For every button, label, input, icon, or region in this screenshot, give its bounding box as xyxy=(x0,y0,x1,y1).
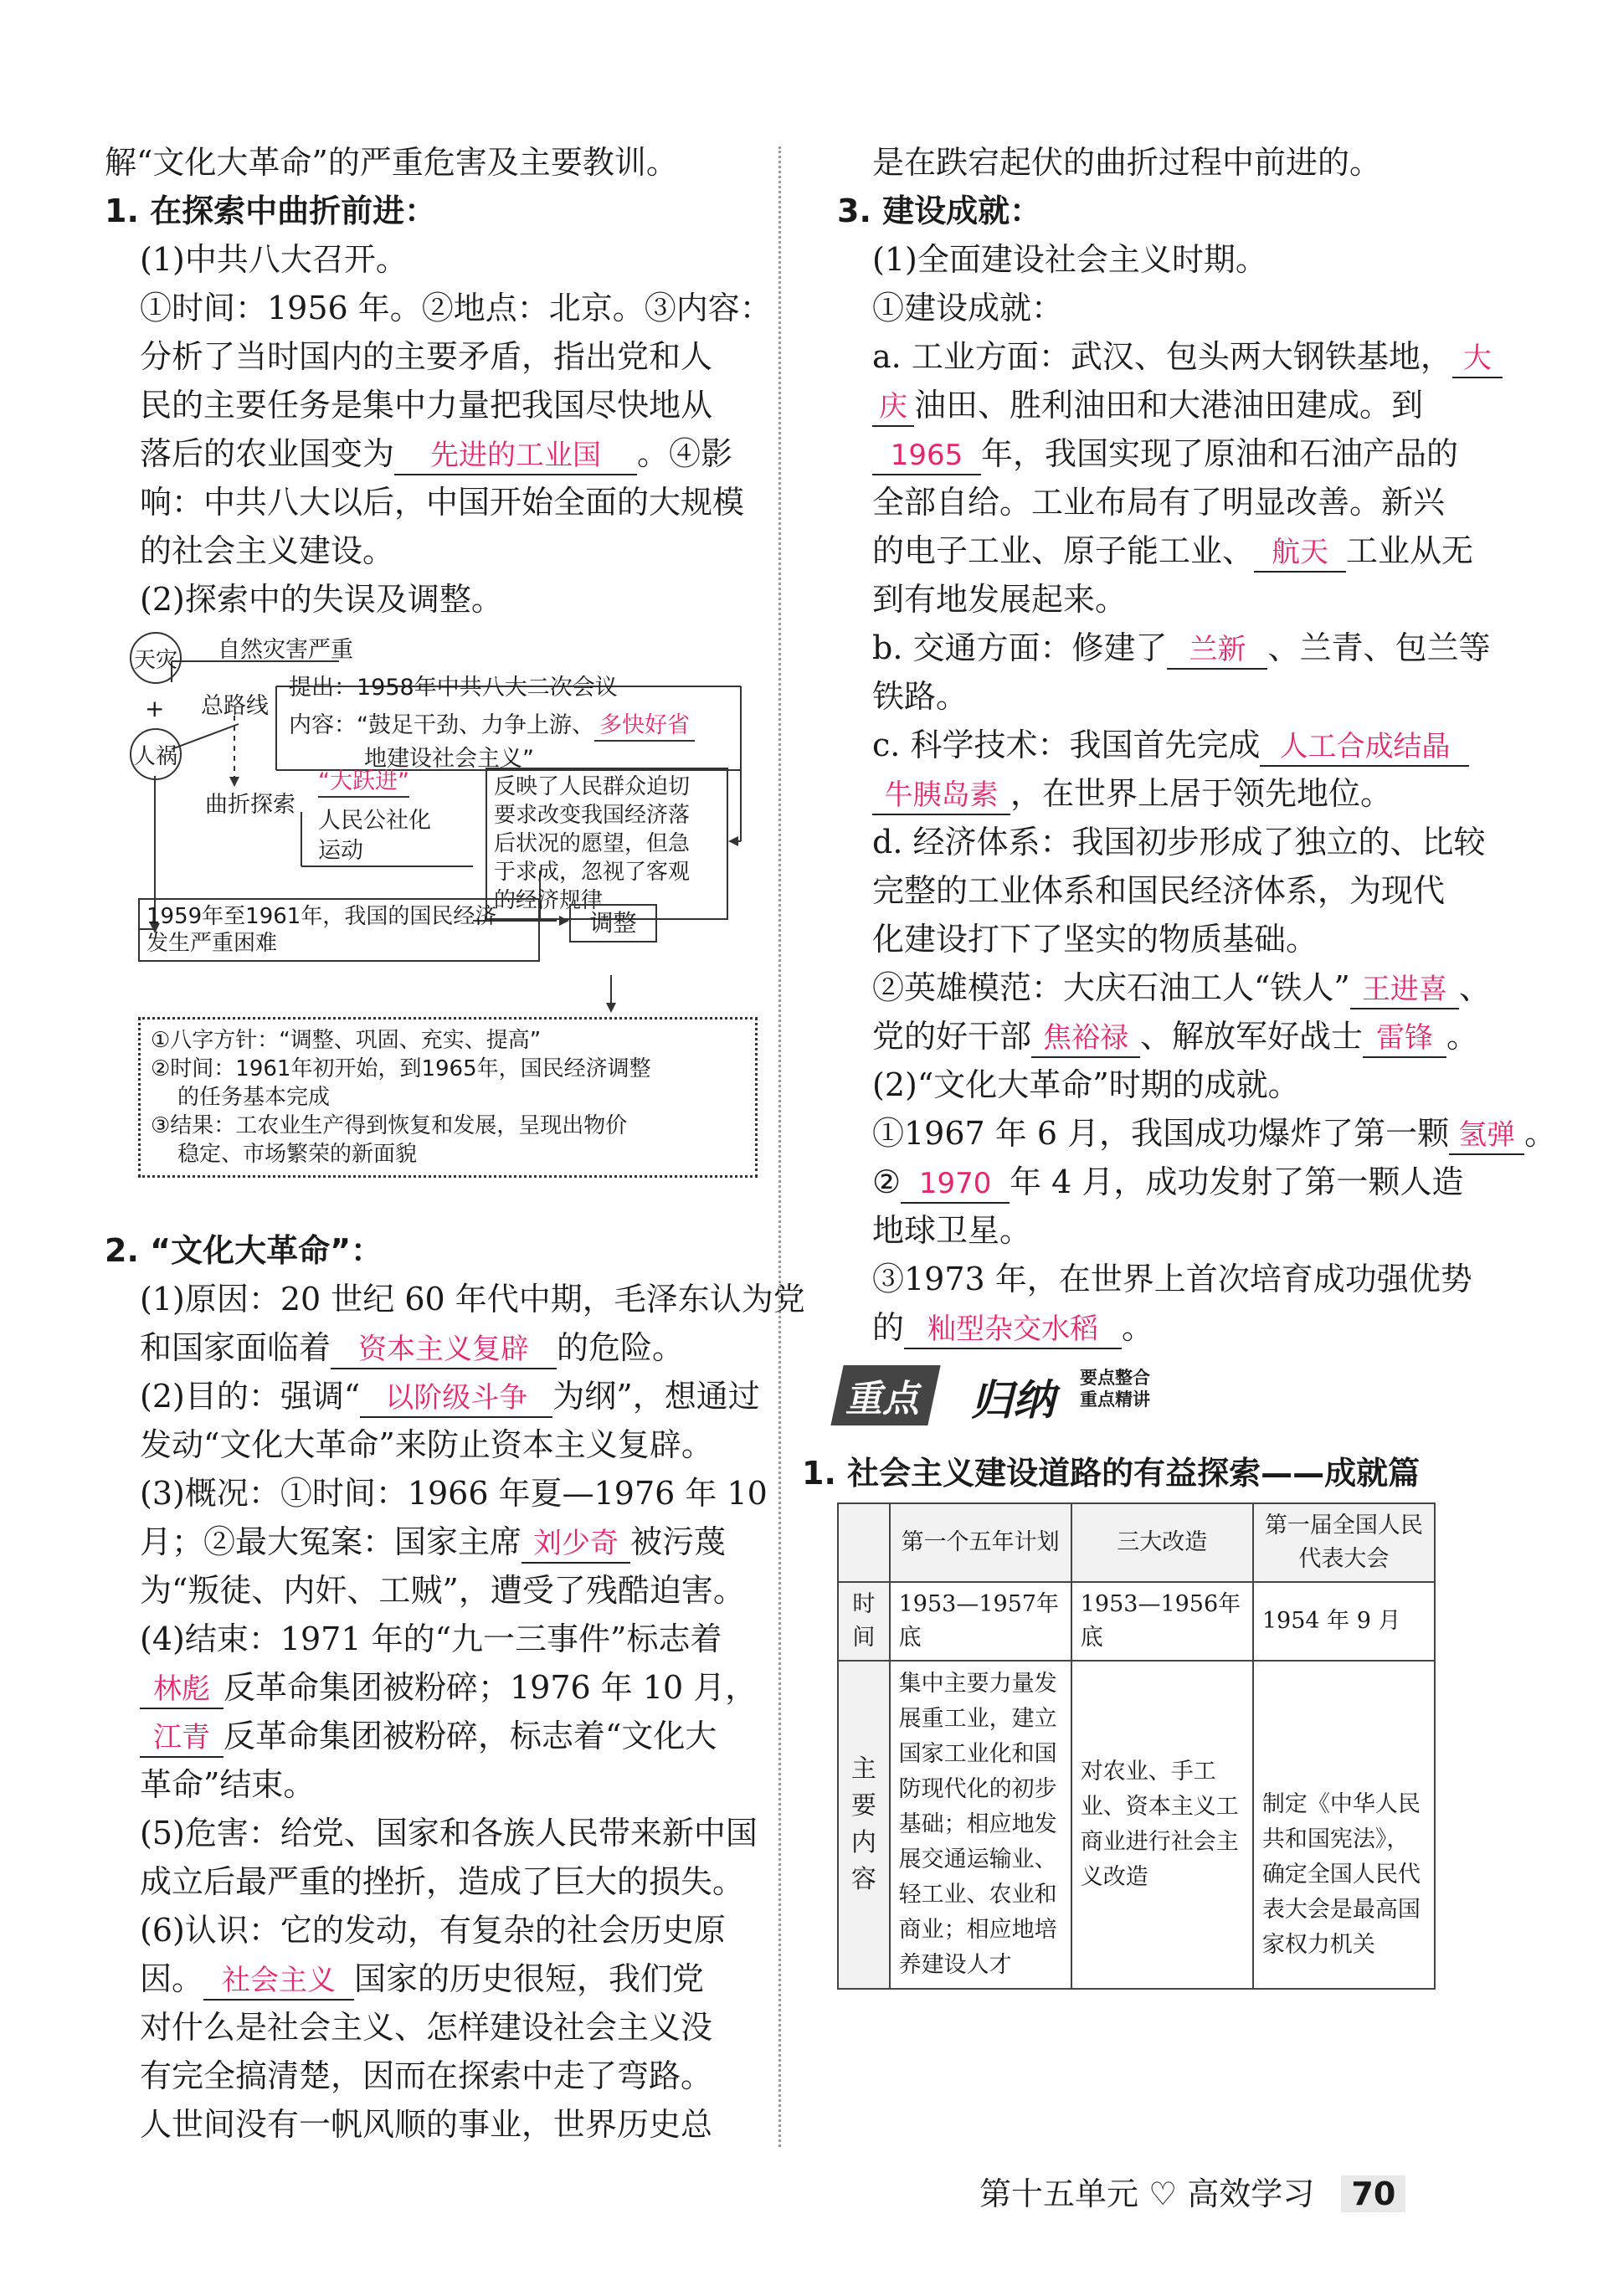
s1-l6: 的社会主义建设。 xyxy=(140,532,395,569)
section3-title: 3. 建设成就： xyxy=(837,193,1042,229)
exploration-diagram xyxy=(105,624,749,1226)
plus-sign: + xyxy=(145,695,165,722)
s2-l1: (1)原因：20 世纪 60 年代中期，毛泽东认为党 xyxy=(140,1281,805,1318)
page-footer xyxy=(979,2168,1405,2214)
answer-fill: 氢弹 xyxy=(1449,1117,1524,1155)
answer-fill: 牛胰岛素 xyxy=(872,777,1010,815)
s3-p1: (1)全面建设社会主义时期。 xyxy=(872,241,1267,278)
s3-f3: 地球卫星。 xyxy=(872,1212,1032,1249)
row-label: 时间 xyxy=(838,1582,890,1661)
answer-fill: 刘少奇 xyxy=(521,1525,630,1564)
s3-g1: ③1973 年，在世界上首次培育成功强优势 xyxy=(872,1261,1472,1297)
key-points-banner xyxy=(837,1359,1452,1434)
zongluxian-label: 总路线 xyxy=(201,693,269,719)
s1-p1: (1)中共八大召开。 xyxy=(140,241,408,278)
s2-l2: 和国家面临着 资本主义复辟 的危险。 xyxy=(105,1323,749,1372)
fanying-box: 反映了人民群众迫切 要求改变我国经济落 后状况的愿望，但急 于求成，忽视了客观 的经济规律 xyxy=(486,768,728,920)
table-cell: 集中主要力量发展重工业，建立国家工业化和国防现代化的初步基础；相应地发展交通运输业、轻工业、农业和商业；相应地培养建设人才 xyxy=(890,1661,1071,1989)
neirong-label: 内容：“鼓足干劲、力争上游、 多快好省 xyxy=(289,711,695,742)
table-cell: 1954 年 9 月 xyxy=(1253,1582,1435,1661)
answer-fill: 雷锋 xyxy=(1363,1020,1446,1058)
s3-d2: 完整的工业体系和国民经济体系，为现代 xyxy=(872,872,1446,909)
s2-l3: (2)目的：强调“ 以阶级斗争 为纲”，想通过 xyxy=(105,1372,749,1420)
s2-l7: 为“叛徒、内奸、工贼”，遭受了残酷迫害。 xyxy=(140,1572,745,1609)
column-divider xyxy=(778,146,781,2147)
s1-l3: 民的主要任务是集中力量把我国尽快地从 xyxy=(140,387,713,424)
s3-d3: 化建设打下了坚实的物质基础。 xyxy=(872,921,1318,958)
adjustment-box: ①八字方针：“调整、巩固、充实、提高” ②时间：1961年初开始，到1965年，国民经济调整 的任务基本完成 ③结果：工农业生产得到恢复和发展，呈现出物价 稳定、市场繁荣的新面貌 xyxy=(138,1017,758,1178)
dayuejin-fill xyxy=(318,768,409,798)
renmingongshe-label: 人民公社化 运动 xyxy=(318,808,431,864)
answer-fill: 1965 xyxy=(872,437,981,475)
s3-c2: 牛胰岛素 ，在世界上居于领先地位。 xyxy=(837,769,1452,818)
disaster-label: 自然灾害严重 xyxy=(218,637,353,663)
s3-a1: a. 工业方面：武汉、包头两大钢铁基地， 大 xyxy=(837,332,1452,381)
s1-l1: ①时间：1956 年。②地点：北京。③内容： xyxy=(140,290,772,326)
s1-l2: 分析了当时国内的主要矛盾，指出党和人 xyxy=(140,338,713,375)
s1-l5: 响：中共八大以后，中国开始全面的大规模 xyxy=(140,484,745,521)
answer-fill: 焦裕禄 xyxy=(1031,1020,1140,1058)
answer-fill: 大 xyxy=(1452,340,1503,378)
answer-fill: 庆 xyxy=(872,388,914,427)
jianshe-label: 地建设社会主义” xyxy=(364,746,534,772)
series-label: 高效学习 xyxy=(1187,2175,1315,2212)
crisis-box: 1959年至1961年，我国的国民经济 发生严重困难 xyxy=(138,898,540,962)
table-row xyxy=(838,1661,1435,1989)
answer-fill: 籼型杂交水稻 xyxy=(904,1311,1122,1349)
s3-d1: d. 经济体系：我国初步形成了独立的、比较 xyxy=(872,824,1486,860)
table-header-row xyxy=(838,1503,1435,1582)
tianzai-circle: 天灾 xyxy=(130,632,182,684)
s3-f1: ①1967 年 6 月，我国成功爆炸了第一颗 氢弹 。 xyxy=(837,1109,1452,1158)
table-header: 三大改造 xyxy=(1071,1503,1253,1582)
tiaozheng-box: 调整 xyxy=(569,904,657,943)
s2-l11: 革命”结束。 xyxy=(140,1766,316,1803)
s3-f2: ② 1970 年 4 月，成功发射了第一颗人造 xyxy=(837,1158,1452,1206)
answer-fill: 社会主义 xyxy=(203,1962,354,2001)
s1-p2: (2)探索中的失误及调整。 xyxy=(140,581,503,618)
heart-icon: ♡ xyxy=(1148,2175,1178,2212)
tichu-label: 提出：1958年中共八大二次会议 xyxy=(289,675,618,701)
s2-l14: (6)认识：它的发动，有复杂的社会历史原 xyxy=(140,1912,726,1949)
table-header: 第一个五年计划 xyxy=(890,1503,1071,1582)
answer-fill: 以阶级斗争 xyxy=(360,1379,552,1418)
s2-l17: 有完全搞清楚，因而在探索中走了弯路。 xyxy=(140,2057,713,2094)
table-corner xyxy=(838,1503,890,1582)
s2-l13: 成立后最严重的挫折，造成了巨大的损失。 xyxy=(140,1863,745,1900)
intro-line: 解“文化大革命”的严重危害及主要教训。 xyxy=(105,144,678,181)
table-row xyxy=(838,1582,1435,1661)
s2-l9: 林彪 反革命集团被粉碎；1976 年 10 月， xyxy=(105,1663,749,1712)
table-cell: 1953—1957年底 xyxy=(890,1582,1071,1661)
s3-a0: ①建设成就： xyxy=(872,290,1064,326)
s3-a4: 全部自给。工业布局有了明显改善。新兴 xyxy=(872,484,1446,521)
s3-c1: c. 科学技术：我国首先完成 人工合成结晶 xyxy=(837,721,1452,769)
s3-a2: 庆 油田、胜利油田和大港油田建成。到 xyxy=(837,381,1452,429)
s2-l18: 人世间没有一帆风顺的事业，世界历史总 xyxy=(140,2106,713,2143)
answer-fill: 江青 xyxy=(140,1719,223,1758)
s2-l10: 江青 反革命集团被粉碎，标志着“文化大 xyxy=(105,1712,749,1760)
table-header: 第一届全国人民代表大会 xyxy=(1253,1503,1435,1582)
continued-line: 是在跌宕起伏的曲折过程中前进的。 xyxy=(872,144,1382,181)
s2-l6: 月；②最大冤案：国家主席 刘少奇 被污蔑 xyxy=(105,1518,749,1566)
answer-fill: “大跃进” xyxy=(318,768,409,798)
s3-a6: 到有地发展起来。 xyxy=(872,581,1128,618)
section1-title: 1. 在探索中曲折前进： xyxy=(105,193,437,229)
s2-l16: 对什么是社会主义、怎样建设社会主义没 xyxy=(140,2009,713,2046)
banner-tags: 要点整合 重点精讲 xyxy=(1080,1368,1150,1410)
s3-b2: 铁路。 xyxy=(872,678,968,715)
table-cell: 1953—1956年底 xyxy=(1071,1582,1253,1661)
answer-fill: 王进喜 xyxy=(1350,971,1459,1009)
page-number: 70 xyxy=(1341,2175,1405,2212)
achievements-table xyxy=(837,1502,1436,1990)
answer-fill: 兰新 xyxy=(1167,631,1267,670)
s2-l5: (3)概况：①时间：1966 年夏—1976 年 10 xyxy=(140,1475,768,1512)
answer-fill: 先进的工业国 xyxy=(394,437,637,475)
s3-p2: (2)“文化大革命”时期的成就。 xyxy=(872,1066,1300,1103)
answer-fill: 多快好省 xyxy=(594,711,695,742)
answer-fill: 航天 xyxy=(1254,534,1346,573)
s2-l15: 因。 社会主义 国家的历史很短，我们党 xyxy=(105,1954,749,2003)
s3-e2: 党的好干部 焦裕禄 、解放军好战士 雷锋 。 xyxy=(837,1012,1452,1061)
table-cell: 对农业、手工业、资本主义工商业进行社会主义改造 xyxy=(1071,1661,1253,1989)
answer-fill: 林彪 xyxy=(140,1671,223,1709)
s2-l8: (4)结束：1971 年的“九一三事件”标志着 xyxy=(140,1621,722,1657)
s3-a3: 1965 年，我国实现了原油和石油产品的 xyxy=(837,429,1452,478)
left-column xyxy=(105,138,805,2149)
banner-main: 重点 xyxy=(830,1365,940,1425)
quzhe-label: 曲折探索 xyxy=(205,792,295,818)
key1-title: 1. 社会主义建设道路的有益探索——成就篇 xyxy=(802,1455,1421,1492)
right-column xyxy=(802,138,1557,1990)
row-label: 主要内容 xyxy=(838,1661,890,1989)
answer-fill: 资本主义复辟 xyxy=(331,1331,557,1369)
s2-l4: 发动“文化大革命”来防止资本主义复辟。 xyxy=(140,1426,713,1463)
renhuo-circle: 人祸 xyxy=(130,728,182,780)
s1-l4: 落后的农业国变为 先进的工业国 。④影 xyxy=(105,429,749,478)
s3-b1: b. 交通方面：修建了 兰新 、兰青、包兰等 xyxy=(837,624,1452,672)
banner-sub: 归纳 xyxy=(971,1376,1055,1425)
s3-a5: 的电子工业、原子能工业、 航天 工业从无 xyxy=(837,526,1452,575)
s3-g2: 的 籼型杂交水稻 。 xyxy=(837,1303,1452,1352)
answer-fill: 1970 xyxy=(901,1165,1010,1204)
answer-fill: 人工合成结晶 xyxy=(1260,728,1469,767)
s3-e1: ②英雄模范：大庆石油工人“铁人” 王进喜 、 xyxy=(837,963,1452,1012)
s2-l12: (5)危害：给党、国家和各族人民带来新中国 xyxy=(140,1815,758,1852)
table-cell: 制定《中华人民共和国宪法》，确定全国人民代表大会是最高国家权力机关 xyxy=(1253,1661,1435,1989)
unit-label: 第十五单元 xyxy=(979,2175,1139,2212)
section2-title: 2. “文化大革命”： xyxy=(105,1232,383,1269)
